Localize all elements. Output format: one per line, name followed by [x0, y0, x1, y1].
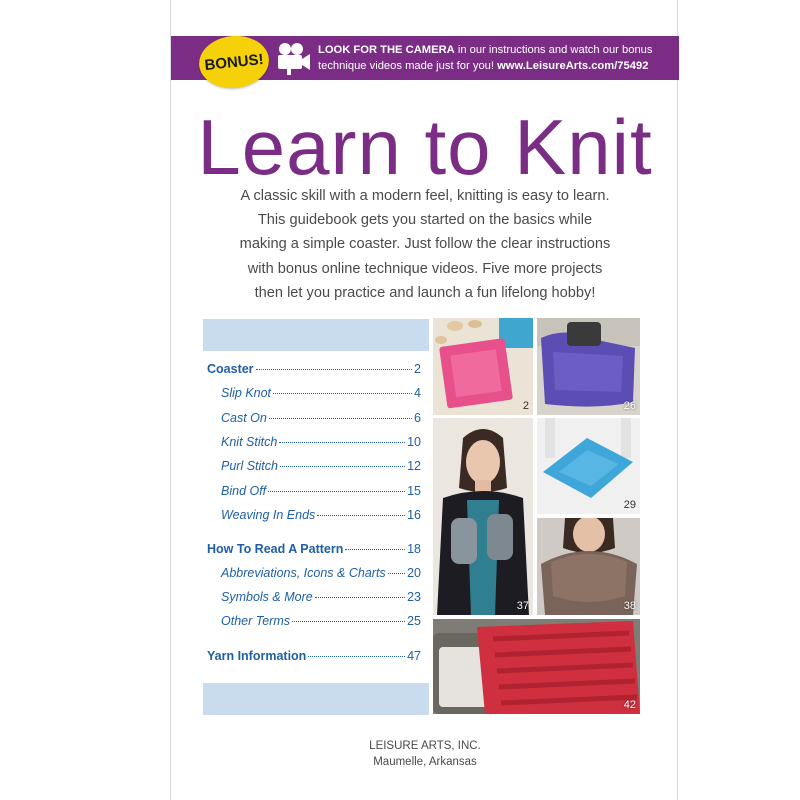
cowl-photo: [537, 518, 640, 615]
publisher-footer: [171, 738, 679, 770]
photo-page-number: 37: [516, 600, 529, 612]
photo-page-number: 2: [522, 400, 529, 412]
intro-line: with bonus online technique videos. Five more projects: [247, 260, 603, 277]
fingerless-gloves-photo: [433, 418, 533, 615]
toc-leader-dots: [279, 442, 405, 443]
toc-entry[interactable]: [221, 411, 421, 431]
red-throw-photo: [433, 619, 640, 714]
toc-entry[interactable]: [221, 435, 421, 455]
toc-entry[interactable]: [221, 459, 421, 479]
toc-entry-label: Abbreviations, Icons & Charts: [221, 566, 386, 580]
toc-leader-dots: [269, 418, 412, 419]
bonus-badge-label: BONUS!: [203, 50, 265, 74]
toc-entry-page: 20: [407, 566, 421, 580]
toc-entry-label: Other Terms: [221, 614, 291, 628]
toc-entry-label: Knit Stitch: [221, 435, 278, 449]
book-cover-page: [170, 0, 678, 800]
toc-entry-page: 18: [407, 542, 421, 556]
blue-cloth-photo: [537, 418, 640, 514]
toc-leader-dots: [388, 573, 405, 574]
video-camera-icon: [275, 41, 311, 75]
toc-entry-label: Slip Knot: [221, 386, 272, 400]
toc-entry-page: 2: [414, 362, 421, 376]
toc-leader-dots: [308, 656, 405, 657]
toc-entry[interactable]: [207, 649, 421, 669]
toc-bottom-bar: [203, 683, 429, 715]
toc-entry[interactable]: [221, 566, 421, 586]
toc-entry-label: Cast On: [221, 411, 267, 425]
toc-entry-label: Purl Stitch: [221, 459, 278, 473]
toc-entry-label: Weaving In Ends: [221, 508, 316, 522]
toc-entry-page: 4: [414, 386, 421, 400]
toc-entry-page: 47: [407, 649, 421, 663]
banner-lead: LOOK FOR THE CAMERA: [318, 44, 455, 56]
toc-entry[interactable]: [221, 484, 421, 504]
toc-entry-page: 12: [407, 459, 421, 473]
toc-entry-page: 25: [407, 614, 421, 628]
toc-entry[interactable]: [221, 386, 421, 406]
toc-entry[interactable]: [221, 508, 421, 528]
toc-entry[interactable]: [221, 590, 421, 610]
toc-entry-label: How To Read A Pattern: [207, 542, 344, 556]
toc-entry-label: Yarn Information: [207, 649, 307, 663]
toc-entry-label: Coaster: [207, 362, 254, 376]
coaster-photo: [433, 318, 533, 415]
banner-line2: technique videos made just for you!: [318, 60, 498, 72]
photo-page-number: 42: [623, 699, 636, 711]
page-title: Learn to Knit: [197, 103, 653, 191]
toc-entry[interactable]: [207, 542, 421, 562]
toc-leader-dots: [280, 466, 405, 467]
toc-entry-label: Bind Off: [221, 484, 267, 498]
publisher-name: LEISURE ARTS, INC.: [369, 740, 481, 752]
intro-line: A classic skill with a modern feel, knitting is easy to learn.: [240, 188, 610, 204]
intro-line: This guidebook gets you started on the basics while: [257, 212, 593, 229]
toc-top-bar: [203, 319, 429, 351]
toc-entry-label: Symbols & More: [221, 590, 313, 604]
photo-page-number: 38: [623, 600, 636, 612]
photo-page-number: 26: [623, 400, 636, 412]
purple-cloth-photo: [537, 318, 640, 415]
toc-leader-dots: [273, 393, 412, 394]
toc-entry-page: 6: [414, 411, 421, 425]
publisher-location: Maumelle, Arkansas: [373, 756, 477, 768]
toc-leader-dots: [256, 369, 413, 370]
intro-paragraph: [189, 184, 661, 305]
toc-entry-page: 16: [407, 508, 421, 522]
banner-rest: in our instructions and watch our bonus: [454, 44, 653, 56]
toc-leader-dots: [345, 549, 405, 550]
toc-entry[interactable]: [221, 614, 421, 634]
banner-url[interactable]: www.LeisureArts.com/75492: [497, 60, 649, 72]
toc-entry-page: 15: [407, 484, 421, 498]
toc-leader-dots: [317, 515, 405, 516]
toc-leader-dots: [315, 597, 405, 598]
toc-leader-dots: [268, 491, 405, 492]
toc-entry-page: 23: [407, 590, 421, 604]
intro-line: making a simple coaster. Just follow the clear instructions: [239, 236, 611, 253]
toc-leader-dots: [292, 621, 405, 622]
bonus-banner-text: [318, 42, 673, 74]
toc-entry-page: 10: [407, 435, 421, 449]
toc-entry[interactable]: [207, 362, 421, 382]
intro-line: then let you practice and launch a fun lifelong hobby!: [254, 284, 596, 301]
photo-page-number: 29: [623, 499, 636, 511]
